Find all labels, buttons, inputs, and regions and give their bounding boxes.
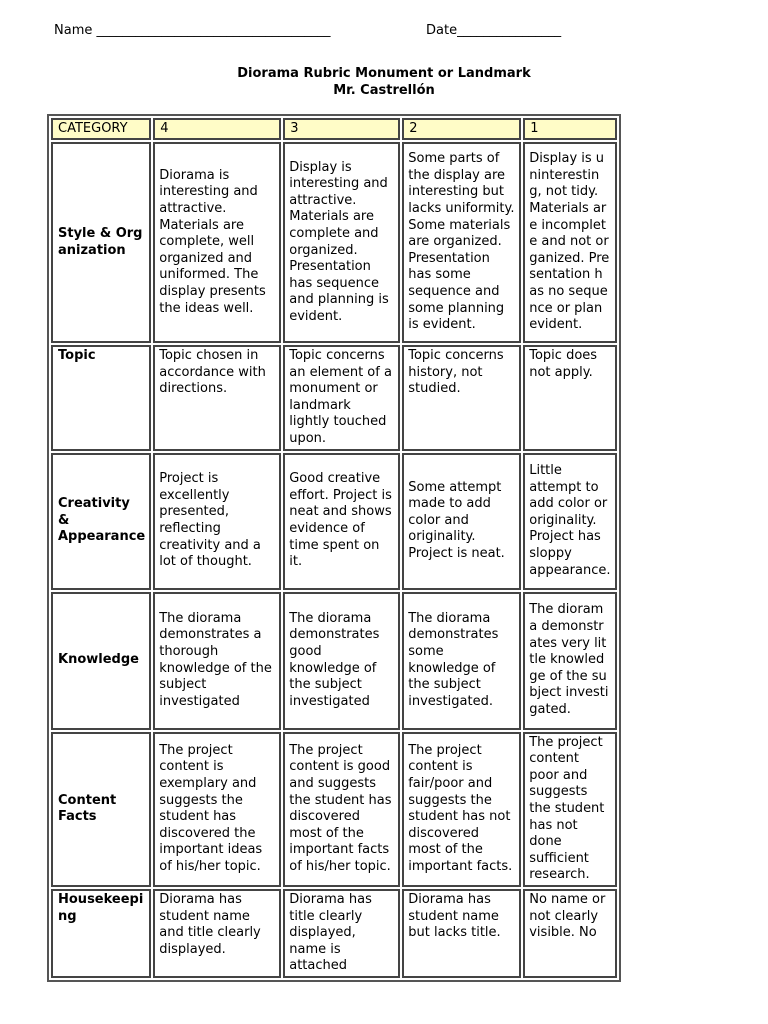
rubric-row-topic xyxy=(51,345,617,451)
criteria-cell-score-3: Display is interesting and attractive. Materials are complete and organized. Presentation has sequence and planning is evident. xyxy=(283,142,400,343)
category-cell: Housekeeping xyxy=(51,889,151,978)
date-field-line: Date________________ xyxy=(426,23,562,38)
rubric-header-row xyxy=(51,118,617,140)
column-header-score-4: 4 xyxy=(153,118,281,140)
document-subtitle: Mr. Castrellón xyxy=(333,83,435,98)
category-cell: Content Facts xyxy=(51,732,151,887)
column-header-category: CATEGORY xyxy=(51,118,151,140)
criteria-cell-score-1: The diorama demonstrates very little knowledge of the subject investigated. xyxy=(523,592,616,730)
criteria-cell-score-4: Diorama has student name and title clearly displayed. xyxy=(153,889,281,978)
criteria-cell-score-4: Project is excellently presented, reflecting creativity and a lot of thought. xyxy=(153,453,281,590)
criteria-cell-score-1: Topic does not apply. xyxy=(523,345,616,451)
column-header-score-1: 1 xyxy=(523,118,616,140)
rubric-table xyxy=(47,114,621,982)
criteria-cell-score-1: The project content poor and suggests the student has not done sufficient research. xyxy=(523,732,616,887)
category-cell: Knowledge xyxy=(51,592,151,730)
criteria-cell-score-2: Some attempt made to add color and originality. Project is neat. xyxy=(402,453,521,590)
category-cell: Topic xyxy=(51,345,151,451)
criteria-cell-score-1: Display is uninteresting, not tidy. Materials are incomplete and not organized. Presentation has no sequence or plan evident. xyxy=(523,142,616,343)
criteria-cell-score-1: Little attempt to add color or originality. Project has sloppy appearance. xyxy=(523,453,616,590)
rubric-row-creativity-appearance xyxy=(51,453,617,590)
rubric-row-knowledge xyxy=(51,592,617,730)
category-cell: Style & Organization xyxy=(51,142,151,343)
rubric-row-style-organization xyxy=(51,142,617,343)
criteria-cell-score-2: The project content is fair/poor and suggests the student has not discovered most of the important facts. xyxy=(402,732,521,887)
criteria-cell-score-2: Some parts of the display are interesting but lacks uniformity. Some materials are organized. Presentation has some sequence and some planning is evident. xyxy=(402,142,521,343)
criteria-cell-score-2: Topic concerns history, not studied. xyxy=(402,345,521,451)
criteria-cell-score-3: Topic concerns an element of a monument or landmark lightly touched upon. xyxy=(283,345,400,451)
criteria-cell-score-3: The diorama demonstrates good knowledge of the subject investigated xyxy=(283,592,400,730)
criteria-cell-score-4: Topic chosen in accordance with directions. xyxy=(153,345,281,451)
criteria-cell-score-4: Diorama is interesting and attractive. Materials are complete, well organized and uniformed. The display presents the ideas well. xyxy=(153,142,281,343)
criteria-cell-score-4: The diorama demonstrates a thorough knowledge of the subject investigated xyxy=(153,592,281,730)
document-title: Diorama Rubric Monument or Landmark xyxy=(237,66,531,81)
criteria-cell-score-3: The project content is good and suggests the student has discovered most of the important facts of his/her topic. xyxy=(283,732,400,887)
criteria-cell-score-4: The project content is exemplary and suggests the student has discovered the important ideas of his/her topic. xyxy=(153,732,281,887)
name-field-line: Name ____________________________________ xyxy=(54,23,331,38)
criteria-cell-score-2: Diorama has student name but lacks title. xyxy=(402,889,521,978)
rubric-row-content-facts xyxy=(51,732,617,887)
category-cell: Creativity & Appearance xyxy=(51,453,151,590)
criteria-cell-score-2: The diorama demonstrates some knowledge of the subject investigated. xyxy=(402,592,521,730)
criteria-cell-score-1: No name or not clearly visible. No xyxy=(523,889,616,978)
column-header-score-3: 3 xyxy=(283,118,400,140)
rubric-row-housekeeping xyxy=(51,889,617,978)
column-header-score-2: 2 xyxy=(402,118,521,140)
criteria-cell-score-3: Good creative effort. Project is neat and shows evidence of time spent on it. xyxy=(283,453,400,590)
criteria-cell-score-3: Diorama has title clearly displayed, name is attached xyxy=(283,889,400,978)
